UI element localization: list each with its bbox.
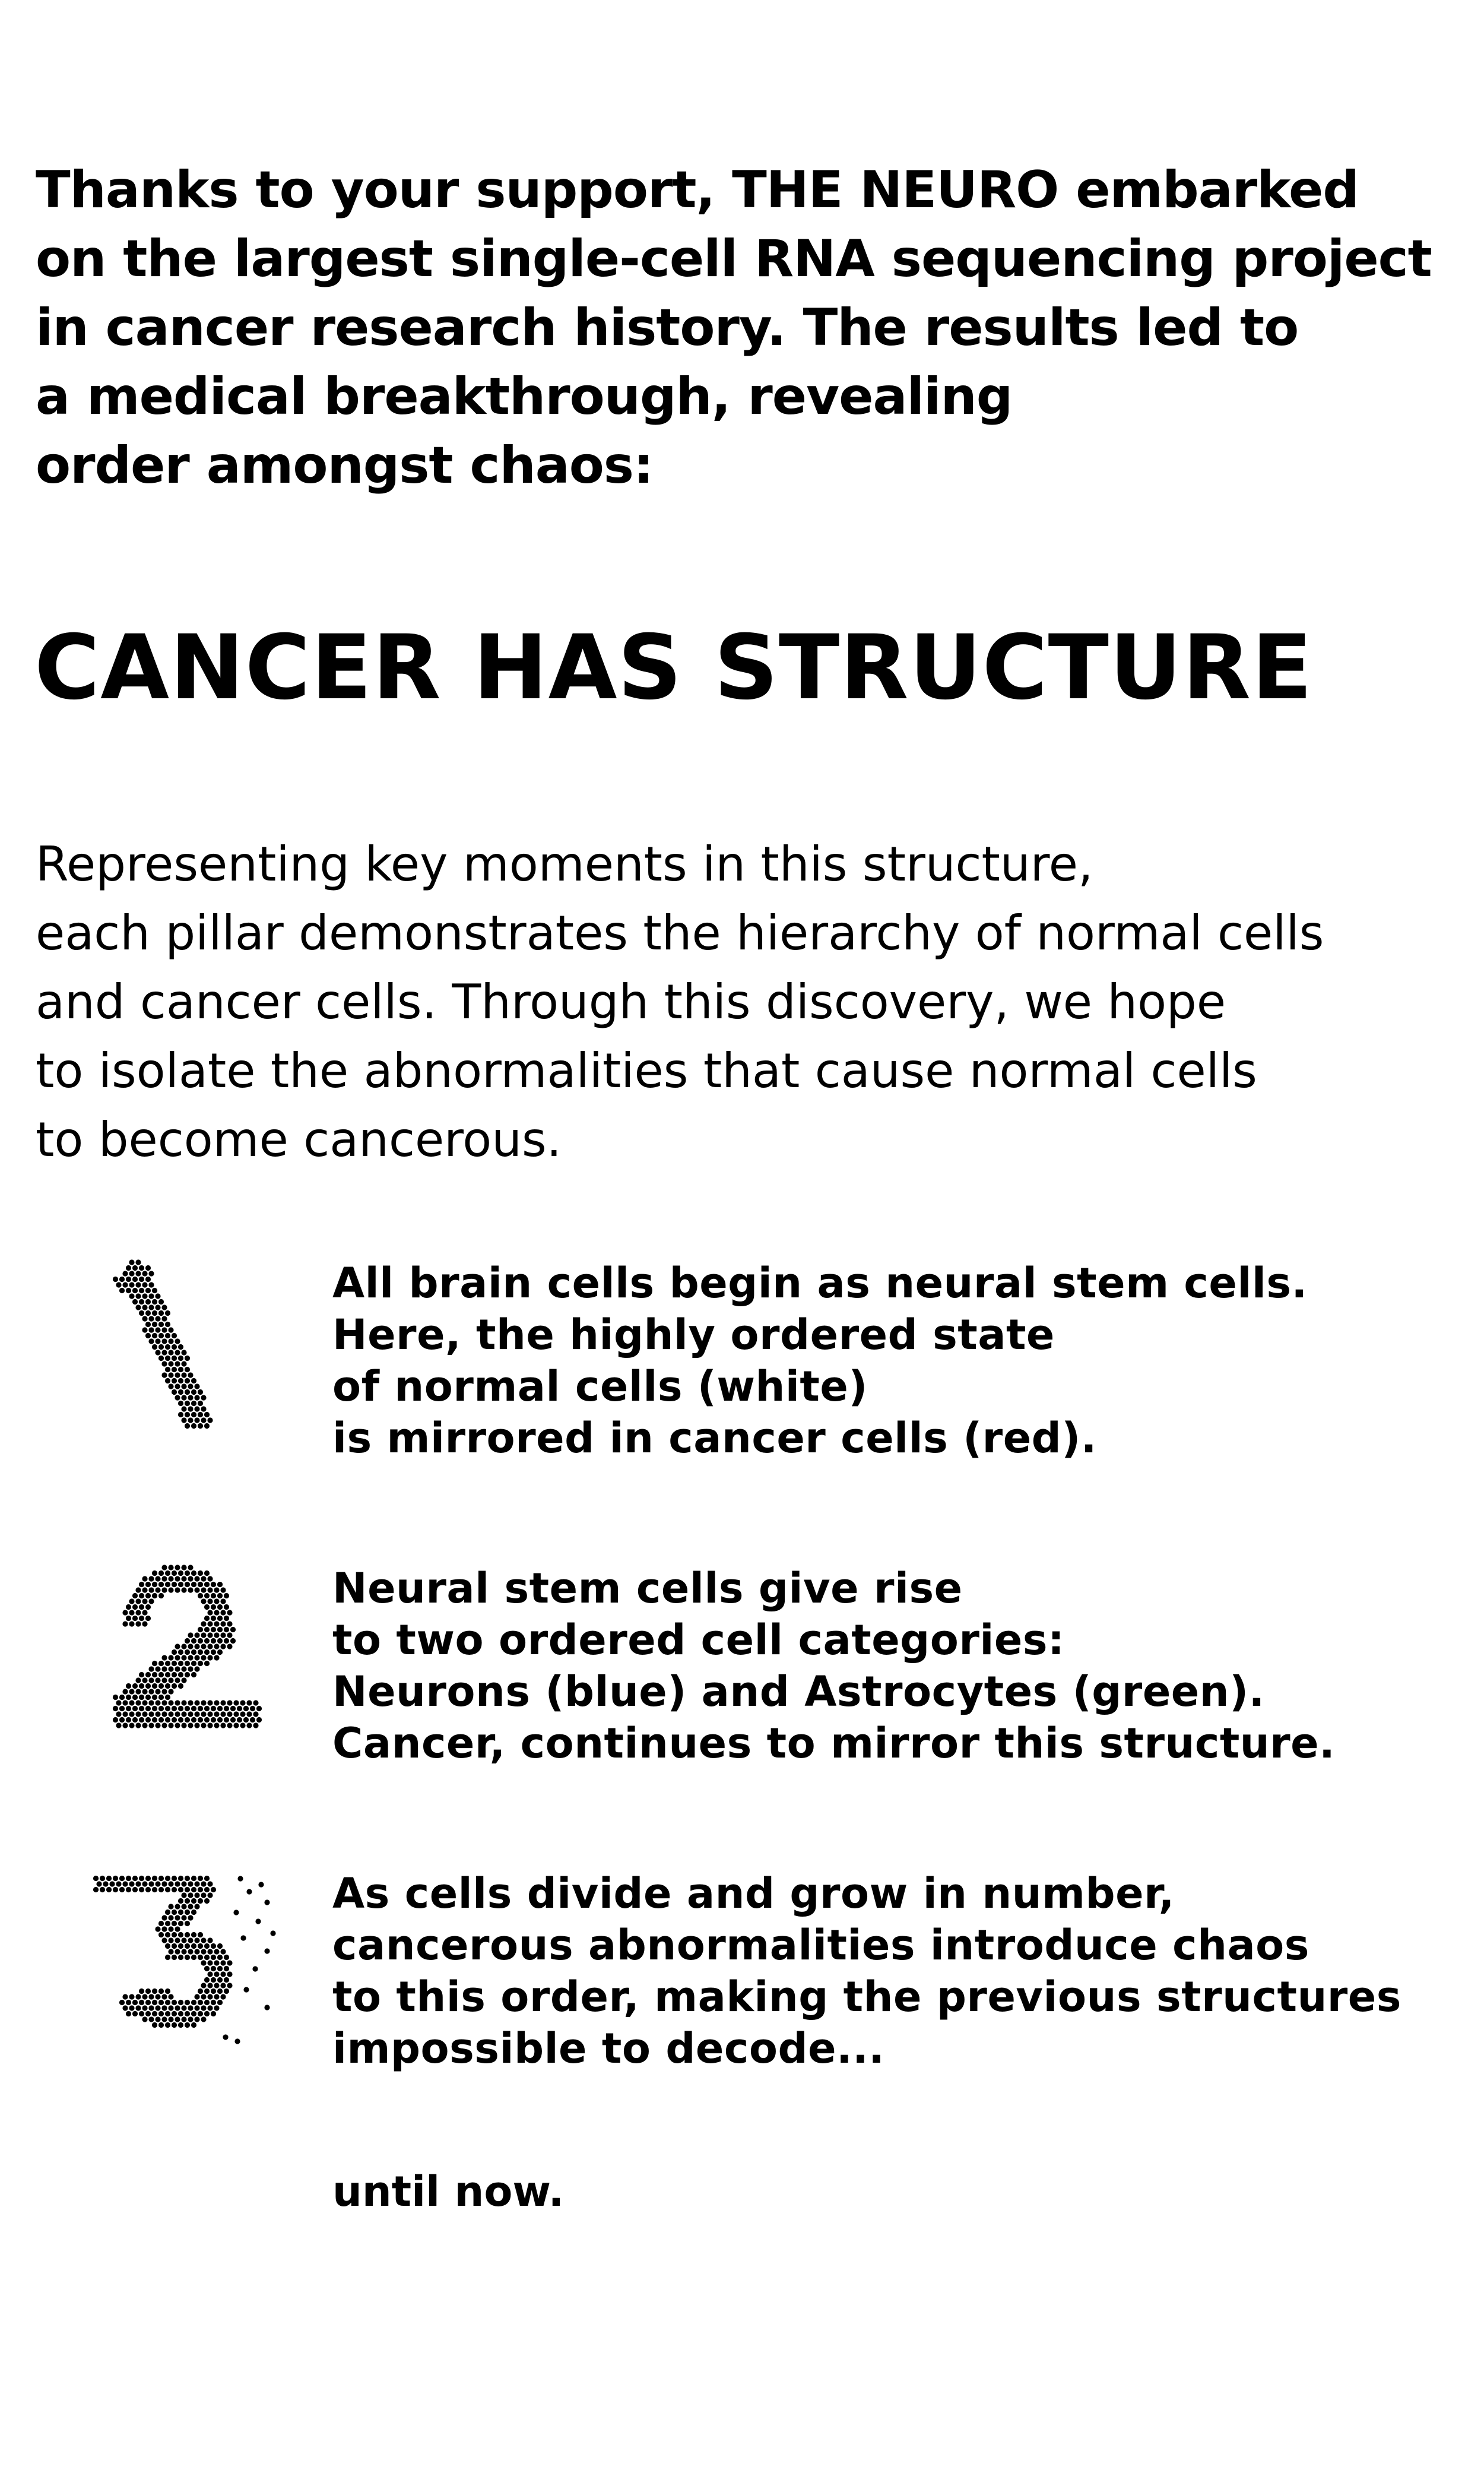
step-line: cancerous abnormalities introduce chaos bbox=[332, 1921, 1309, 1969]
description-line: and cancer cells. Through this discovery, we hope bbox=[36, 974, 1226, 1030]
intro-line: order amongst chaos: bbox=[36, 436, 654, 495]
step-line: Neurons (blue) and Astrocytes (green). bbox=[332, 1667, 1265, 1716]
step-line: Neural stem cells give rise bbox=[332, 1564, 963, 1613]
intro-line: in cancer research history. The results led to bbox=[36, 298, 1299, 357]
description-line: to become cancerous. bbox=[36, 1112, 562, 1167]
step-line: impossible to decode... bbox=[332, 2024, 885, 2073]
intro-line: a medical breakthrough, revealing bbox=[36, 367, 1013, 426]
description-line: to isolate the abnormalities that cause normal cells bbox=[36, 1043, 1257, 1098]
step-2-text bbox=[332, 1563, 1335, 1769]
step-line: Here, the highly ordered state bbox=[332, 1310, 1055, 1359]
step-line: Cancer, continues to mirror this structure. bbox=[332, 1719, 1336, 1768]
step-line: of normal cells (white) bbox=[332, 1362, 868, 1411]
dotted-numeral-two-icon bbox=[89, 1563, 279, 1741]
step-line: All brain cells begin as neural stem cells. bbox=[332, 1259, 1308, 1307]
dotted-numeral-one-icon bbox=[89, 1258, 279, 1436]
dotted-numeral-three-icon bbox=[89, 1868, 279, 2046]
step-1-text bbox=[332, 1258, 1308, 1464]
step-line: is mirrored in cancer cells (red). bbox=[332, 1414, 1097, 1462]
step-line: to two ordered cell categories: bbox=[332, 1616, 1065, 1664]
step-line: As cells divide and grow in number, bbox=[332, 1869, 1175, 1918]
description-line: each pillar demonstrates the hierarchy of normal cells bbox=[36, 905, 1324, 961]
description-line: Representing key moments in this structure, bbox=[36, 837, 1093, 892]
step-line: to this order, making the previous structures bbox=[332, 1972, 1401, 2021]
intro-paragraph bbox=[36, 156, 1448, 500]
closing-line: until now. bbox=[332, 2167, 565, 2216]
intro-line: Thanks to your support, THE NEURO embarked bbox=[36, 160, 1359, 220]
page-headline: CANCER HAS STRUCTURE bbox=[34, 616, 1313, 720]
step-3-text bbox=[332, 1868, 1401, 2075]
description-paragraph bbox=[36, 830, 1448, 1174]
intro-line: on the largest single-cell RNA sequencing project bbox=[36, 229, 1432, 289]
